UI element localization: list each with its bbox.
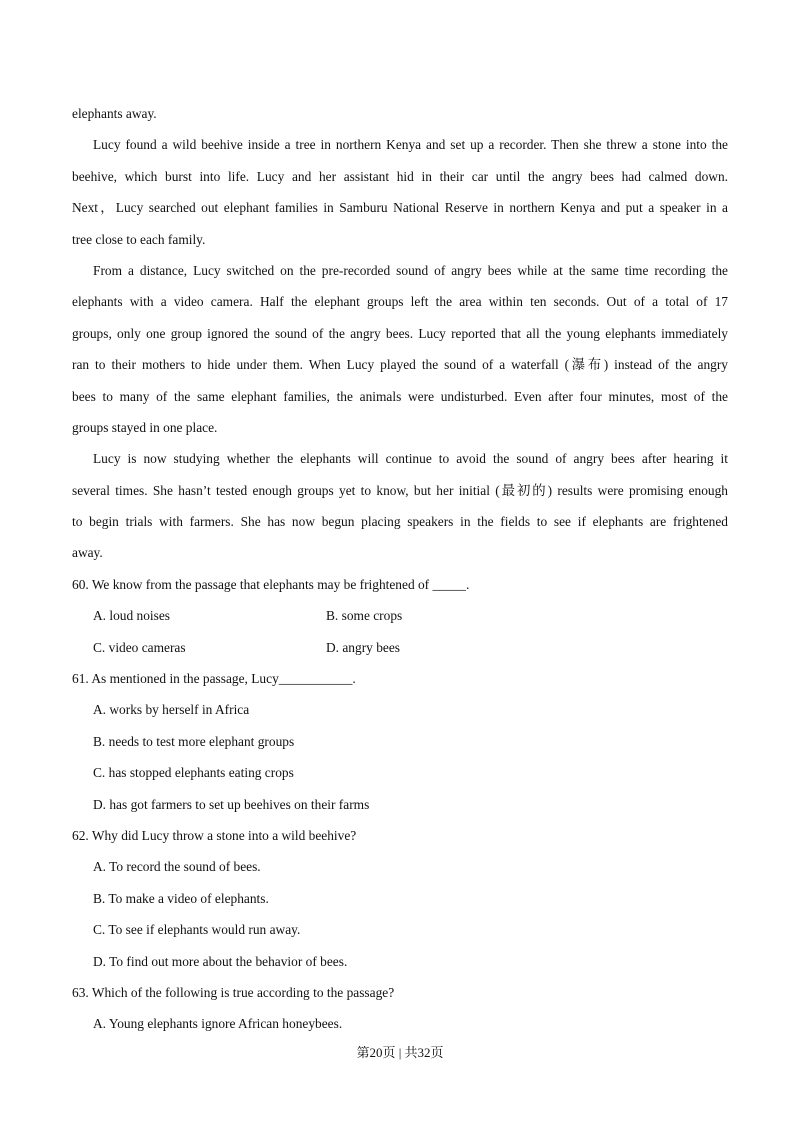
passage-line: elephants away.: [72, 106, 157, 121]
question-stem: 61. As mentioned in the passage, Lucy___________.: [72, 671, 356, 687]
passage-line: bees to many of the same elephant families, the animals were undisturbed. Even after four minutes, most of the: [72, 388, 728, 404]
option-c: C. To see if elephants would run away.: [93, 922, 301, 938]
passage-line: Next，Lucy searched out elephant families in Samburu National Reserve in northern Kenya and put a speaker in a: [72, 200, 728, 216]
passage-line: elephants with a video camera. Half the elephant groups left the area within ten seconds. Out of a total of 17: [72, 294, 728, 310]
option-row: [72, 632, 728, 663]
option-c: C. video cameras: [93, 639, 186, 655]
option-d: D. angry bees: [326, 639, 400, 655]
question-61: [72, 663, 728, 820]
passage-line: ran to their mothers to hide under them. When Lucy played the sound of a waterfall (瀑布) instead of the angry: [72, 357, 728, 373]
option-a: A. Young elephants ignore African honeybees.: [93, 1016, 343, 1032]
question-62: [72, 820, 728, 977]
passage-line: Lucy is now studying whether the elephants will continue to avoid the sound of angry bees after hearing it: [93, 451, 728, 467]
document-page: [72, 98, 728, 1040]
page-footer: 第20页 | 共32页: [356, 1045, 444, 1060]
question-stem: 63. Which of the following is true according to the passage?: [72, 984, 395, 1000]
option-c: C. has stopped elephants eating crops: [93, 765, 294, 781]
passage: [72, 98, 728, 569]
passage-line: groups, only one group ignored the sound of the angry bees. Lucy reported that all the young elephants immediately: [72, 325, 728, 341]
passage-line: Lucy found a wild beehive inside a tree in northern Kenya and set up a recorder. Then she threw a stone into the: [93, 137, 728, 153]
option-d: D. has got farmers to set up beehives on their farms: [93, 796, 370, 812]
passage-line: beehive, which burst into life. Lucy and her assistant hid in their car until the angry bees had calmed down.: [72, 168, 728, 184]
option-b: B. some crops: [326, 608, 403, 624]
option-b: B. To make a video of elephants.: [93, 890, 269, 906]
question-stem: 62. Why did Lucy throw a stone into a wild beehive?: [72, 827, 357, 843]
question-stem: 60. We know from the passage that elephants may be frightened of _____.: [72, 576, 470, 592]
passage-line: tree close to each family.: [72, 231, 206, 247]
option-a: A. works by herself in Africa: [93, 702, 250, 718]
option-b: B. needs to test more elephant groups: [93, 733, 295, 749]
option-a: A. loud noises: [93, 608, 170, 624]
passage-line: to begin trials with farmers. She has now begun placing speakers in the fields to see if elephants are frightened: [72, 514, 728, 530]
passage-line: groups stayed in one place.: [72, 419, 218, 435]
option-a: A. To record the sound of bees.: [93, 859, 261, 875]
option-d: D. To find out more about the behavior of bees.: [93, 953, 348, 969]
question-60: [72, 569, 728, 663]
passage-line: away.: [72, 545, 103, 561]
option-row: [72, 600, 728, 631]
passage-line: several times. She hasn’t tested enough groups yet to know, but her initial (最初的) results were promising enough: [72, 482, 728, 498]
question-63: [72, 977, 728, 1040]
passage-line: From a distance, Lucy switched on the pre-recorded sound of angry bees while at the same time recording the: [93, 262, 728, 278]
